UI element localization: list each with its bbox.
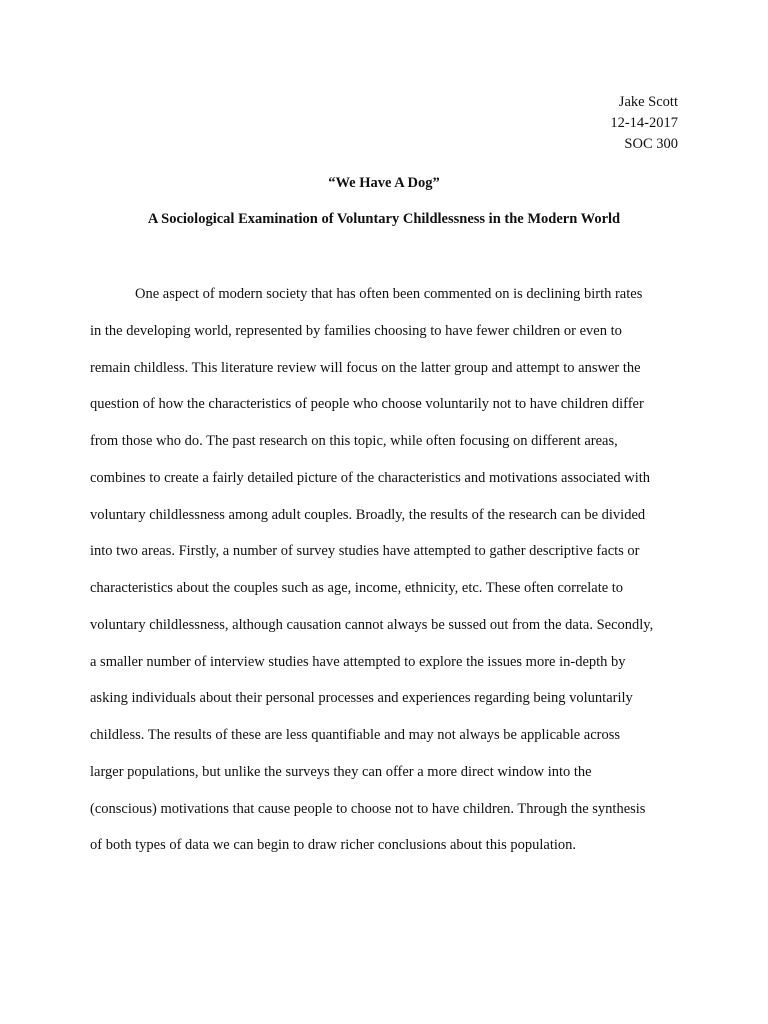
paragraph-line: in the developing world, represented by families choosing to have fewer children or even to (90, 322, 622, 339)
paragraph-line: from those who do. The past research on this topic, while often focusing on different areas, (90, 433, 618, 449)
header-block (610, 92, 678, 155)
paragraph-line: combines to create a fairly detailed picture of the characteristics and motivations associated with (90, 469, 651, 486)
paragraph-line: remain childless. This literature review will focus on the latter group and attempt to answer the (90, 359, 641, 376)
paragraph-line: into two areas. Firstly, a number of survey studies have attempted to gather descriptive facts or (90, 543, 640, 560)
paragraph-line: characteristics about the couples such as age, income, ethnicity, etc. These often correlate to (90, 580, 624, 596)
document-subtitle: A Sociological Examination of Voluntary Childlessness in the Modern World (147, 211, 621, 227)
paragraph-line: voluntary childlessness among adult couples. Broadly, the results of the research can be divided (90, 506, 646, 523)
course-code: SOC 300 (624, 136, 678, 152)
document-title: “We Have A Dog” (328, 175, 440, 191)
paragraph-line: question of how the characteristics of people who choose voluntarily not to have children differ (90, 396, 644, 413)
paragraph-line: (conscious) motivations that cause people to choose not to have children. Through the synthesis (90, 800, 646, 817)
paragraph-line: of both types of data we can begin to draw richer conclusions about this population. (90, 837, 577, 854)
paragraph-line: childless. The results of these are less quantifiable and may not always be applicable across (90, 727, 621, 743)
paragraph-line: One aspect of modern society that has often been commented on is declining birth rates (135, 286, 643, 302)
paragraph-line: asking individuals about their personal processes and experiences regarding being voluntarily (90, 690, 633, 707)
paragraph-line: voluntary childlessness, although causation cannot always be sussed out from the data. Secondly, (90, 616, 654, 633)
paragraph-line: larger populations, but unlike the surveys they can offer a more direct window into the (90, 763, 592, 780)
body-paragraph (90, 284, 690, 872)
paragraph-line: a smaller number of interview studies have attempted to explore the issues more in-depth by (90, 653, 626, 670)
author-name: Jake Scott (618, 94, 678, 110)
date-line: 12-14-2017 (610, 115, 678, 131)
